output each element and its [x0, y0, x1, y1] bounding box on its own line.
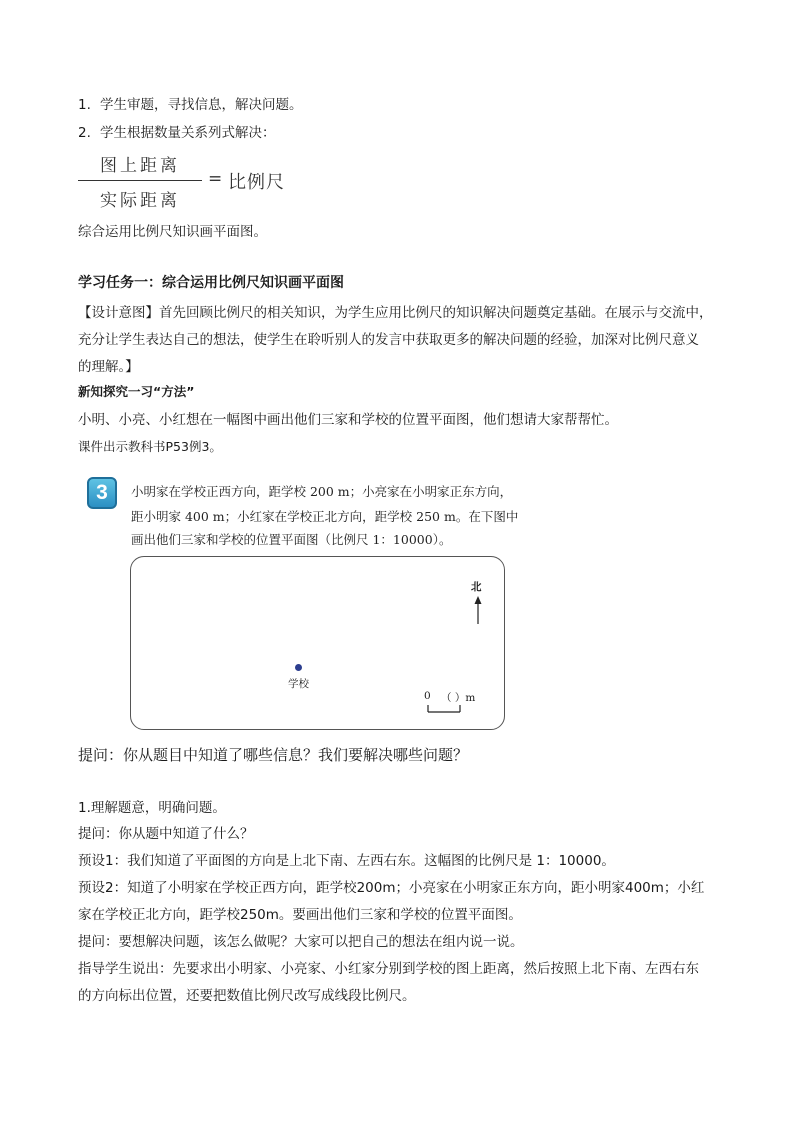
step-text: 学生根据数量关系列式解决： [100, 125, 276, 141]
formula-result: 比例尺 [228, 172, 285, 193]
analysis-line-8: 的方向标出位置，还要把数值比例尺改写成线段比例尺。 [78, 988, 416, 1004]
example-line-1: 小明家在学校正西方向，距学校 200 m；小亮家在小明家正东方向， [131, 484, 513, 499]
map-frame [130, 556, 505, 730]
analysis-line-2: 提问：你从题中知道了什么？ [78, 826, 254, 842]
school-label: 学校 [288, 678, 309, 690]
question-main: 提问：你从题目中知道了哪些信息？我们要解决哪些问题？ [78, 746, 469, 764]
example-line-3: 画出他们三家和学校的位置平面图（比例尺 1：10000）。 [131, 532, 452, 547]
north-arrow-icon [471, 595, 485, 625]
step-number: 2. [78, 125, 91, 141]
scale-blank: （ ）m [441, 692, 476, 704]
analysis-line-7: 指导学生说出：先要求出小明家、小亮家、小红家分别到学校的图上距离，然后按照上北下南、左西右东 [78, 961, 699, 977]
analysis-line-6: 提问：要想解决问题，该怎么做呢？大家可以把自己的想法在组内说一说。 [78, 934, 524, 950]
analysis-line-1: 1.理解题意，明确问题。 [78, 800, 226, 816]
courseware-line: 课件出示教科书P53例3。 [78, 439, 222, 454]
formula-denominator: 实际距离 [100, 191, 180, 211]
scale-zero: 0 [424, 690, 431, 702]
goal-line: 综合运用比例尺知识画平面图。 [78, 224, 267, 240]
example-line-2: 距小明家 400 m；小红家在学校正北方向，距学校 250 m。在下图中 [131, 509, 519, 524]
task-heading: 学习任务一：综合运用比例尺知识画平面图 [78, 275, 344, 291]
example-number-badge: 3 [87, 477, 117, 509]
design-line-2: 充分让学生表达自己的想法，使学生在聆听别人的发言中获取更多的解决问题的经验，加深对比例尺意义 [78, 332, 699, 348]
school-dot [295, 664, 302, 671]
design-line-3: 的理解。】 [78, 359, 139, 375]
formula-numerator: 图上距离 [100, 156, 180, 176]
step-text: 学生审题，寻找信息，解决问题。 [100, 97, 303, 113]
fraction-bar [78, 180, 202, 181]
step-2 [78, 123, 276, 143]
analysis-line-3: 预设1：我们知道了平面图的方向是上北下南、左西右东。这幅图的比例尺是 1：10000。 [78, 853, 615, 869]
analysis-line-4: 预设2：知道了小明家在学校正西方向，距学校200m；小亮家在小明家正东方向，距小明家400m；小红 [78, 880, 705, 896]
analysis-line-5: 家在学校正北方向，距学校250m。要画出他们三家和学校的位置平面图。 [78, 907, 522, 923]
north-label: 北 [471, 581, 482, 593]
design-line-1: 【设计意图】首先回顾比例尺的相关知识，为学生应用比例尺的知识解决问题奠定基础。在展示与交流中， [78, 305, 713, 321]
intro-line: 小明、小亮、小红想在一幅图中画出他们三家和学校的位置平面图，他们想请大家帮帮忙。 [78, 412, 618, 428]
formula-equals: = [208, 169, 223, 189]
step-1 [78, 95, 303, 115]
scale-bar [427, 704, 463, 714]
explore-heading: 新知探究一习“方法” [78, 384, 195, 399]
step-number: 1. [78, 97, 91, 113]
